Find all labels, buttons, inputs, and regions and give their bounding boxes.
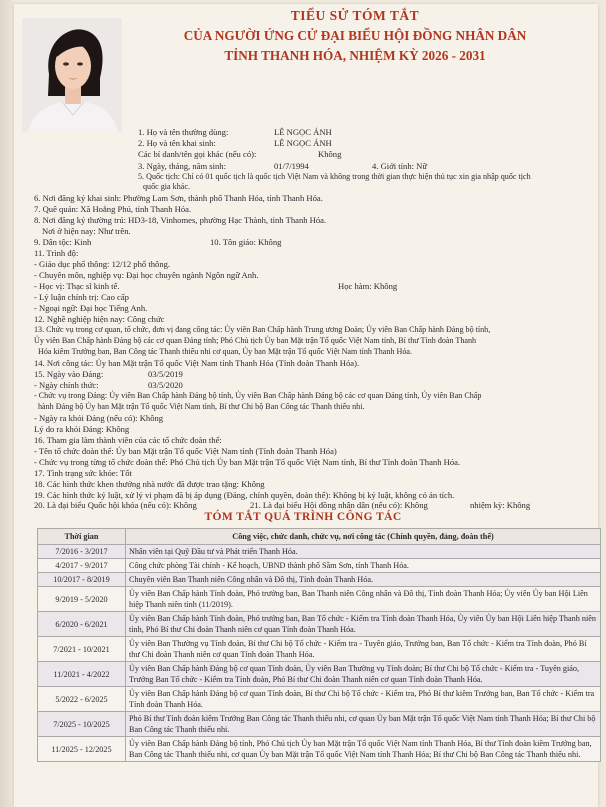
bio-residence: 8. Nơi đăng ký thường trú: HD3-18, Vinhomes, phường Hạc Thành, tỉnh Thanh Hóa. [34, 215, 327, 225]
work-history-description: Ủy viên Ban Chấp hành Đảng bộ cơ quan Tỉnh đoàn, Ủy viên Ban Thường vụ Tỉnh đoàn; Bí thư Chi bộ Tổ chức - Kiểm tra - Tuyên giáo, Trưởng Ban Tổ chức - Kiểm tra Tỉnh đoàn, Phó Bí thư Chi đoàn Thanh niên cơ quan Tỉnh đoàn Thanh Hóa. [126, 662, 601, 687]
work-history-period: 11/2021 - 4/2022 [38, 662, 126, 687]
bio-birth-name-value: LÊ NGỌC ÁNH [274, 138, 332, 148]
document-subtitle-2: TỈNH THANH HÓA, NHIỆM KỲ 2026 - 2031 [224, 48, 486, 63]
bio-national-assembly: 20. Là đại biểu Quốc hội khóa (nếu có): Không [34, 500, 197, 510]
bio-party-join-label: 15. Ngày vào Đảng: [34, 369, 104, 379]
bio-gender: 4. Giới tính: Nữ [372, 161, 428, 171]
work-history-row [38, 712, 601, 737]
bio-party-leave-date: - Ngày ra khỏi Đảng (nếu có): Không [34, 413, 164, 423]
bio-health: 17. Tình trạng sức khỏe: Tốt [34, 468, 132, 478]
work-history-description: Ủy viên Ban Chấp hành Đảng bộ cơ quan Tỉnh đoàn, Bí thư Chi bộ Tổ chức - Kiểm tra, Phó Bí thư kiêm Trưởng ban, Ban Tổ chức - Kiểm tra Tỉnh đoàn Thanh Hóa. [126, 687, 601, 712]
work-history-period: 7/2021 - 10/2021 [38, 637, 126, 662]
bio-party-join-value: 03/5/2019 [148, 369, 183, 379]
bio-common-name-value: LÊ NGỌC ÁNH [274, 127, 332, 137]
document-subtitle-1: CỦA NGƯỜI ỨNG CỬ ĐẠI BIỂU HỘI ĐỒNG NHÂN DÂN [183, 28, 527, 43]
work-history-row [38, 737, 601, 762]
work-history-description: Ủy viên Ban Chấp hành Đảng bộ tỉnh, Phó Chủ tịch Ủy ban Mặt trận Tổ quốc Việt Nam tỉnh Thanh Hóa, Bí thư Tỉnh đoàn kiêm Trưởng ban, Ban Công tác Thanh thiếu nhi, cơ quan Ủy ban Mặt trận Tổ quốc Việt Nam tỉnh Thanh Hóa; Bí thư Chi bộ Ban Công tác Thanh thiếu nhi. [126, 737, 601, 762]
bio-general-education: - Giáo dục phổ thông: 12/12 phổ thông. [34, 259, 171, 269]
work-history-header-row [38, 529, 601, 545]
work-history-description: Chuyên viên Ban Thanh niên Công nhân và Đô thị, Tỉnh đoàn Thanh Hóa. [126, 573, 601, 587]
bio-aliases-label: Các bí danh/tên gọi khác (nếu có): [138, 149, 257, 159]
bio-discipline: 19. Các hình thức kỷ luật, xử lý vi phạm đã bị áp dụng (Đảng, chính quyền, đoàn thể): Không bị kỷ luật, không có án tích. [34, 490, 455, 500]
work-history-period: 6/2020 - 6/2021 [38, 612, 126, 637]
bio-foreign-language: - Ngoại ngữ: Đại học Tiếng Anh. [34, 303, 148, 313]
work-history-description: Ủy viên Ban Thường vụ Tỉnh đoàn, Bí thư Chi bộ Tổ chức - Kiểm tra - Tuyên giáo, Trưởng ban, Ban Tổ chức - Kiểm tra Tỉnh đoàn, Phó Bí thư Chi đoàn Thanh niên cơ quan Tỉnh đoàn Thanh Hóa. [126, 637, 601, 662]
portrait-illustration [22, 18, 122, 132]
bio-provincial-council-term: nhiệm kỳ: Không [470, 500, 531, 510]
work-history-description: Phó Bí thư Tỉnh đoàn kiêm Trưởng Ban Công tác Thanh thiếu nhi, cơ quan Ủy ban Mặt trận Tổ quốc Việt Nam tỉnh Thanh Hóa; Bí thư Chi bộ Ban Công tác Thanh thiếu nhi. [126, 712, 601, 737]
work-history-description: Ủy viên Ban Chấp hành Tỉnh đoàn, Phó trưởng ban, Ban Thanh niên Công nhân và Đô thị, Tỉnh đoàn Thanh Hóa; Ủy viên Ủy ban Hội Liên hiệp Thanh niên tỉnh (11/2019). [126, 587, 601, 612]
bio-political-theory: - Lý luận chính trị: Cao cấp [34, 292, 129, 302]
bio-provincial-council: 21. Là đại biểu Hội đồng nhân dân (nếu có): Không [250, 500, 428, 510]
bio-ethnicity: 9. Dân tộc: Kinh [34, 237, 92, 247]
bio-academic-title: Học hàm: Không [338, 281, 398, 291]
work-history-title: TÓM TẮT QUÁ TRÌNH CÔNG TÁC [204, 511, 402, 523]
work-history-period: 4/2017 - 9/2017 [38, 559, 126, 573]
bio-nationality: 5. Quốc tịch: Chỉ có 01 quốc tịch là quốc tịch Việt Nam và không trong thời gian thực hiện thủ tục xin gia nhập quốc tịch [138, 172, 531, 181]
bio-party-position-1: - Chức vụ trong Đảng: Ủy viên Ban Chấp hành Đảng bộ tỉnh, Ủy viên Ban Chấp hành Đảng bộ các cơ quan Đảng tỉnh, Ủy viên Ban Chấp [34, 391, 482, 400]
work-history-period: 10/2017 - 8/2019 [38, 573, 126, 587]
work-history-table [37, 528, 601, 762]
bio-profession: - Chuyên môn, nghiệp vụ: Đại học chuyên ngành Ngôn ngữ Anh. [34, 270, 259, 280]
bio-organizations-heading: 16. Tham gia làm thành viên của các tổ chức đoàn thể: [34, 435, 222, 445]
bio-aliases-value: Không [318, 149, 342, 159]
bio-party-official-value: 03/5/2020 [148, 380, 183, 390]
bio-party-official-label: - Ngày chính thức: [34, 380, 99, 390]
bio-education-heading: 11. Trình độ: [34, 248, 79, 258]
work-history-row [38, 687, 601, 712]
bio-party-leave-reason: Lý do ra khỏi Đảng: Không [34, 424, 130, 434]
bio-awards: 18. Các hình thức khen thưởng nhà nước đã được trao tặng: Không [34, 479, 265, 489]
bio-degree: - Học vị: Thạc sĩ kinh tế. [34, 281, 120, 291]
bio-common-name-label: 1. Họ và tên thường dùng: [138, 127, 229, 137]
candidate-portrait [22, 18, 122, 132]
work-history-row [38, 573, 601, 587]
work-history-period: 11/2025 - 12/2025 [38, 737, 126, 762]
work-history-row [38, 559, 601, 573]
work-history-description: Công chức phòng Tài chính - Kế hoạch, UBND thành phố Sầm Sơn, tỉnh Thanh Hóa. [126, 559, 601, 573]
work-history-period: 7/2016 - 3/2017 [38, 545, 126, 559]
work-history-row [38, 662, 601, 687]
bio-religion: 10. Tôn giáo: Không [210, 237, 282, 247]
work-history-header-time: Thời gian [38, 529, 126, 545]
document-title: TIỂU SỬ TÓM TẮT [290, 8, 420, 23]
work-history-description: Nhân viên tại Quỹ Đầu tư và Phát triển Thanh Hóa. [126, 545, 601, 559]
bio-organization-role: - Chức vụ trong từng tổ chức đoàn thể: Phó Chủ tịch Ủy ban Mặt trận Tổ quốc Việt Nam tỉnh, Bí thư Tỉnh đoàn Thanh Hóa. [34, 457, 461, 467]
page-fold-shadow [0, 0, 14, 807]
bio-birth-registration: 6. Nơi đăng ký khai sinh: Phường Lam Sơn, thành phố Thanh Hóa, tỉnh Thanh Hóa. [34, 193, 323, 203]
bio-nationality-cont: quốc gia khác. [143, 182, 190, 191]
bio-dob-value: 01/7/1994 [274, 161, 309, 171]
bio-workplace: 14. Nơi công tác: Ủy ban Mặt trận Tổ quốc Việt Nam tỉnh Thanh Hóa (Tỉnh đoàn Thanh Hóa). [34, 358, 360, 368]
bio-current-address: Nơi ở hiện nay: Như trên. [42, 226, 131, 236]
bio-party-position-2: hành Đảng bộ Ủy ban Mặt trận Tổ quốc Việt Nam tỉnh, Bí thư Chi bộ Ban Công tác Thanh thiếu nhi. [38, 402, 365, 411]
bio-hometown: 7. Quê quán: Xã Hoằng Phú, tỉnh Thanh Hóa. [34, 204, 192, 214]
bio-position-line-3: Hóa kiêm Trưởng ban, Ban Công tác Thanh thiếu nhi cơ quan, Ủy ban Mặt trận Tổ quốc Việt Nam tỉnh Thanh Hóa. [38, 347, 412, 356]
work-history-period: 5/2022 - 6/2025 [38, 687, 126, 712]
work-history-row [38, 637, 601, 662]
work-history-description: Ủy viên Ban Chấp hành Tỉnh đoàn, Phó trưởng ban, Ban Tổ chức - Kiểm tra Tỉnh đoàn Thanh Hóa, Ủy viên Ủy ban Hội Liên hiệp Thanh niên tỉnh, Phó Bí thư Chi đoàn Thanh niên cơ quan Tỉnh đoàn Thanh Hóa. [126, 612, 601, 637]
bio-position-line-2: Ủy viên Ban Chấp hành Đảng bộ các cơ quan Đảng tỉnh; Phó Chủ tịch Ủy ban Mặt trận Tổ quốc Việt Nam tỉnh, Bí thư Tỉnh đoàn Thanh [34, 336, 477, 345]
work-history-period: 9/2019 - 5/2020 [38, 587, 126, 612]
work-history-row [38, 587, 601, 612]
bio-organization-name: - Tên tổ chức đoàn thể: Ủy ban Mặt trận Tổ quốc Việt Nam tỉnh (Tỉnh đoàn Thanh Hóa) [34, 446, 337, 456]
work-history-period: 7/2025 - 10/2025 [38, 712, 126, 737]
work-history-row [38, 612, 601, 637]
bio-dob-label: 3. Ngày, tháng, năm sinh: [138, 161, 226, 171]
bio-occupation: 12. Nghề nghiệp hiện nay: Công chức [34, 314, 165, 324]
work-history-header-desc: Công việc, chức danh, chức vụ, nơi công tác (Chính quyền, đảng, đoàn thể) [126, 529, 601, 545]
work-history-row [38, 545, 601, 559]
bio-birth-name-label: 2. Họ và tên khai sinh: [138, 138, 216, 148]
bio-position-line-1: 13. Chức vụ trong cơ quan, tổ chức, đơn vị đang công tác: Ủy viên Ban Chấp hành Trung ương Đoàn; Ủy viên Ban Chấp hành Đảng bộ tỉnh, [34, 325, 491, 334]
